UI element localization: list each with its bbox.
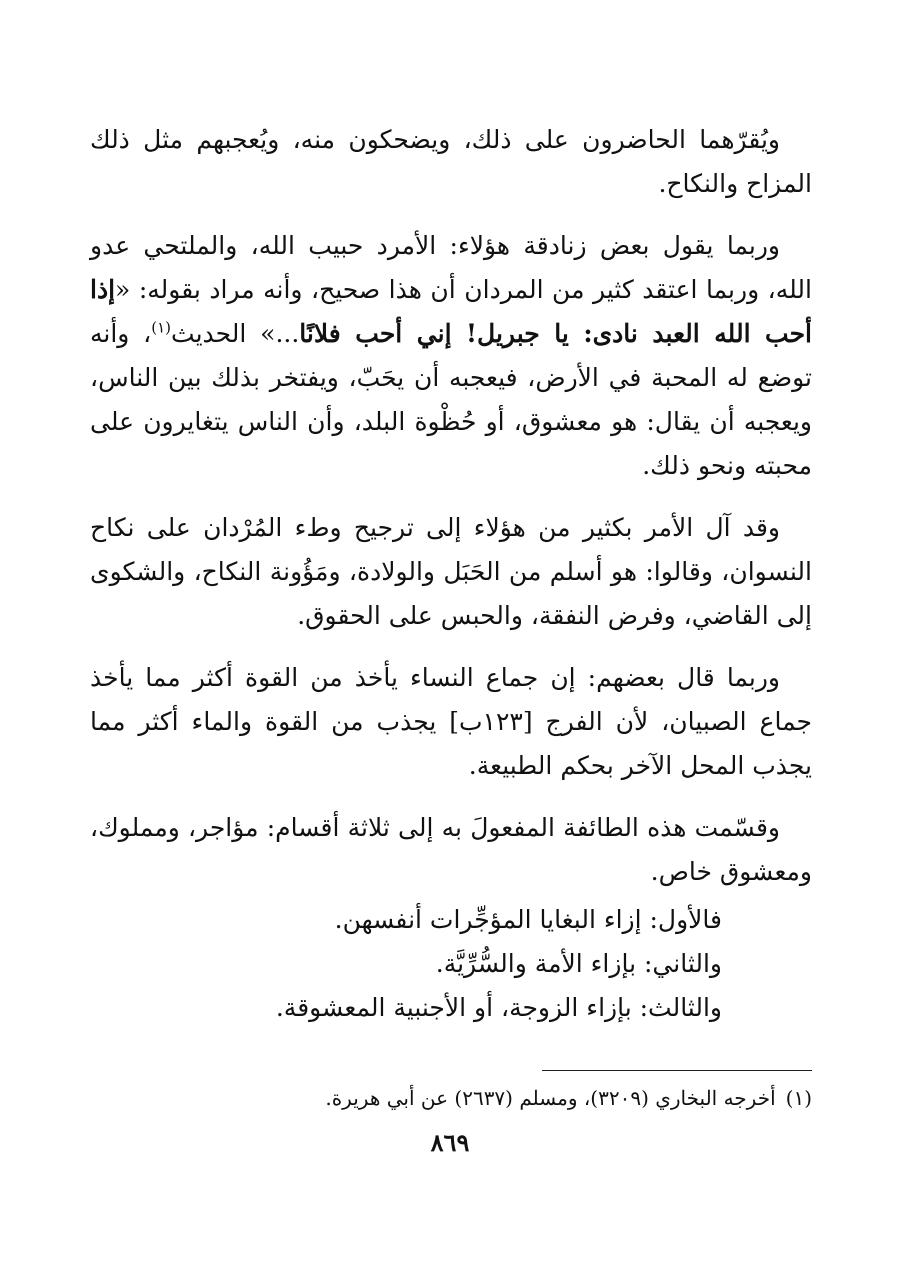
list-item-1: فالأول: إزاء البغايا المؤجِّرات أنفسهن. [334,905,722,934]
paragraph-3: وقد آل الأمر بكثير من هؤلاء إلى ترجيح وطء المُرْدان على نكاح النسوان، وقالوا: هو أسلم من الحَبَل والولادة، ومَؤُونة النكاح، والشكوى إلى القاضي، وفرض النفقة، والحبس على الحقوق. [90,513,812,630]
footnote-divider [542,1070,812,1071]
paragraph-4: وربما قال بعضهم: إن جماع النساء يأخذ من القوة أكثر مما يأخذ جماع الصبيان، لأن الفرج [١٢٣ب] يجذب من القوة والماء أكثر مما يجذب المحل الآخر بحكم الطبيعة. [90,663,812,780]
footnote-text: أخرجه البخاري (٣٢٠٩)، ومسلم (٢٦٣٧) عن أبي هريرة. [325,1086,776,1110]
footnote-number: (١) [785,1086,812,1110]
hadith-quote: إذا أحب الله العبد نادى: يا جبريل! إني أحب فلانًا [90,275,813,348]
list-item-3: والثالث: بإزاء الزوجة، أو الأجنبية المعشوقة. [275,993,722,1022]
paragraph-1: ويُقرّهما الحاضرون على ذلك، ويضحكون منه، ويُعجبهم مثل ذلك المزاح والنكاح. [90,125,812,198]
paragraph-2: وربما يقول بعض زنادقة هؤلاء: الأمرد حبيب الله، والملتحي عدو الله، وربما اعتقد كثير من المردان أن هذا صحيح، وأنه مراد بقوله: «إذا أحب الله العبد نادى: يا جبريل! إني أحب فلانًا...» الحديث$^{(١)}$، وأنه توضع له المحبة في الأرض، فيعجبه أن يحَبّ، ويفتخر بذلك بين الناس، ويعجبه أن يقال: هو معشوق، أو حُظْوة البلد، وأن الناس يتغايرون على محبته ونحو ذلك. [90,231,813,480]
list-item-2: والثاني: بإزاء الأمة والسُّرِّيَّة. [435,949,722,978]
page-number: ٨٦٩ [430,1128,470,1157]
main-text [90,118,812,1030]
footnote [90,1083,812,1113]
footnote-marker: (١) [151,318,172,337]
paragraph-5: وقسّمت هذه الطائفة المفعولَ به إلى ثلاثة أقسام: مؤاجر، ومملوك، ومعشوق خاص. [90,813,812,886]
